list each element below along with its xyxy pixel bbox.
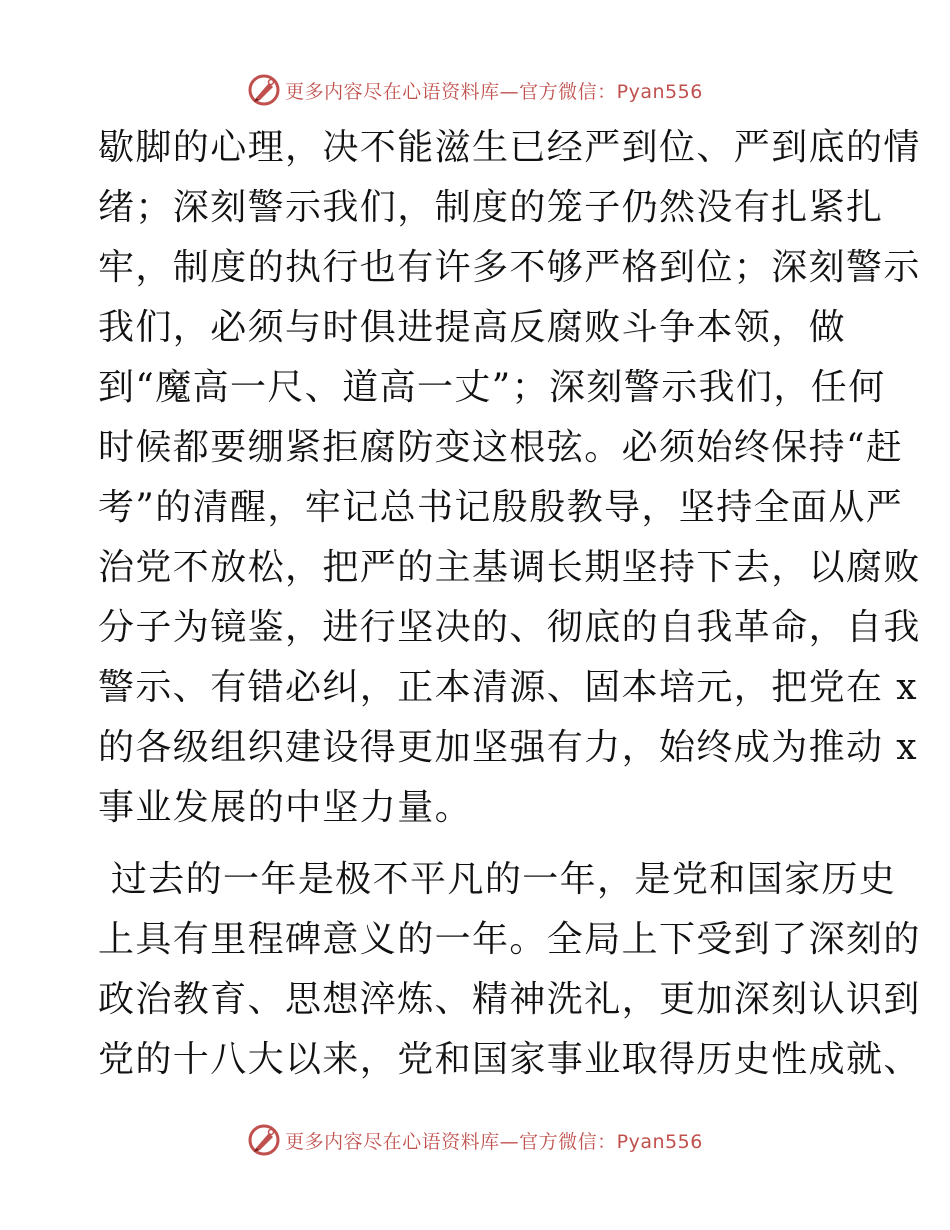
paragraph-1 xyxy=(98,118,921,838)
text-line: 事业发展的中坚力量。 xyxy=(98,787,473,828)
pen-logo-icon xyxy=(247,73,281,107)
text-line: 分子为镜鉴，进行坚决的、彻底的自我革命，自我 xyxy=(98,607,921,648)
text-line: 党的十八大以来，党和国家事业取得历史性成就、 xyxy=(98,1039,921,1080)
text-line: 的各级组织建设得更加坚强有力，始终成为推动 x xyxy=(98,727,918,768)
text-line: 绪；深刻警示我们，制度的笼子仍然没有扎紧扎 xyxy=(98,187,884,228)
document-body xyxy=(98,118,921,1090)
text-line: 过去的一年是极不平凡的一年，是党和国家历史 xyxy=(98,859,897,900)
text-line: 到“魔高一尺、道高一丈”；深刻警示我们，任何 xyxy=(98,367,886,408)
text-line: 政治教育、思想淬炼、精神洗礼，更加深刻认识到 xyxy=(98,979,921,1020)
pen-logo-icon xyxy=(247,1123,281,1157)
footer-banner-text: 更多内容尽在心语资料库—官方微信：Pyan556 xyxy=(285,1130,703,1153)
header-banner-text: 更多内容尽在心语资料库—官方微信：Pyan556 xyxy=(285,80,703,103)
text-line: 歇脚的心理，决不能滋生已经严到位、严到底的情 xyxy=(98,127,921,168)
text-line: 上具有里程碑意义的一年。全局上下受到了深刻的 xyxy=(98,919,921,960)
text-line: 牢，制度的执行也有许多不够严格到位；深刻警示 xyxy=(98,247,921,288)
paragraph-spacer xyxy=(98,838,858,850)
text-line: 我们，必须与时俱进提高反腐败斗争本领，做 xyxy=(98,307,847,348)
header-banner xyxy=(0,70,950,110)
paragraph-2 xyxy=(98,850,921,1090)
footer-banner xyxy=(0,1120,950,1160)
text-line: 治党不放松，把严的主基调长期坚持下去，以腐败 xyxy=(98,547,921,588)
text-line: 考”的清醒，牢记总书记殷殷教导，坚持全面从严 xyxy=(98,487,904,528)
text-line: 时候都要绷紧拒腐防变这根弦。必须始终保持“赶 xyxy=(98,427,904,468)
text-line: 警示、有错必纠，正本清源、固本培元，把党在 x xyxy=(98,667,918,708)
